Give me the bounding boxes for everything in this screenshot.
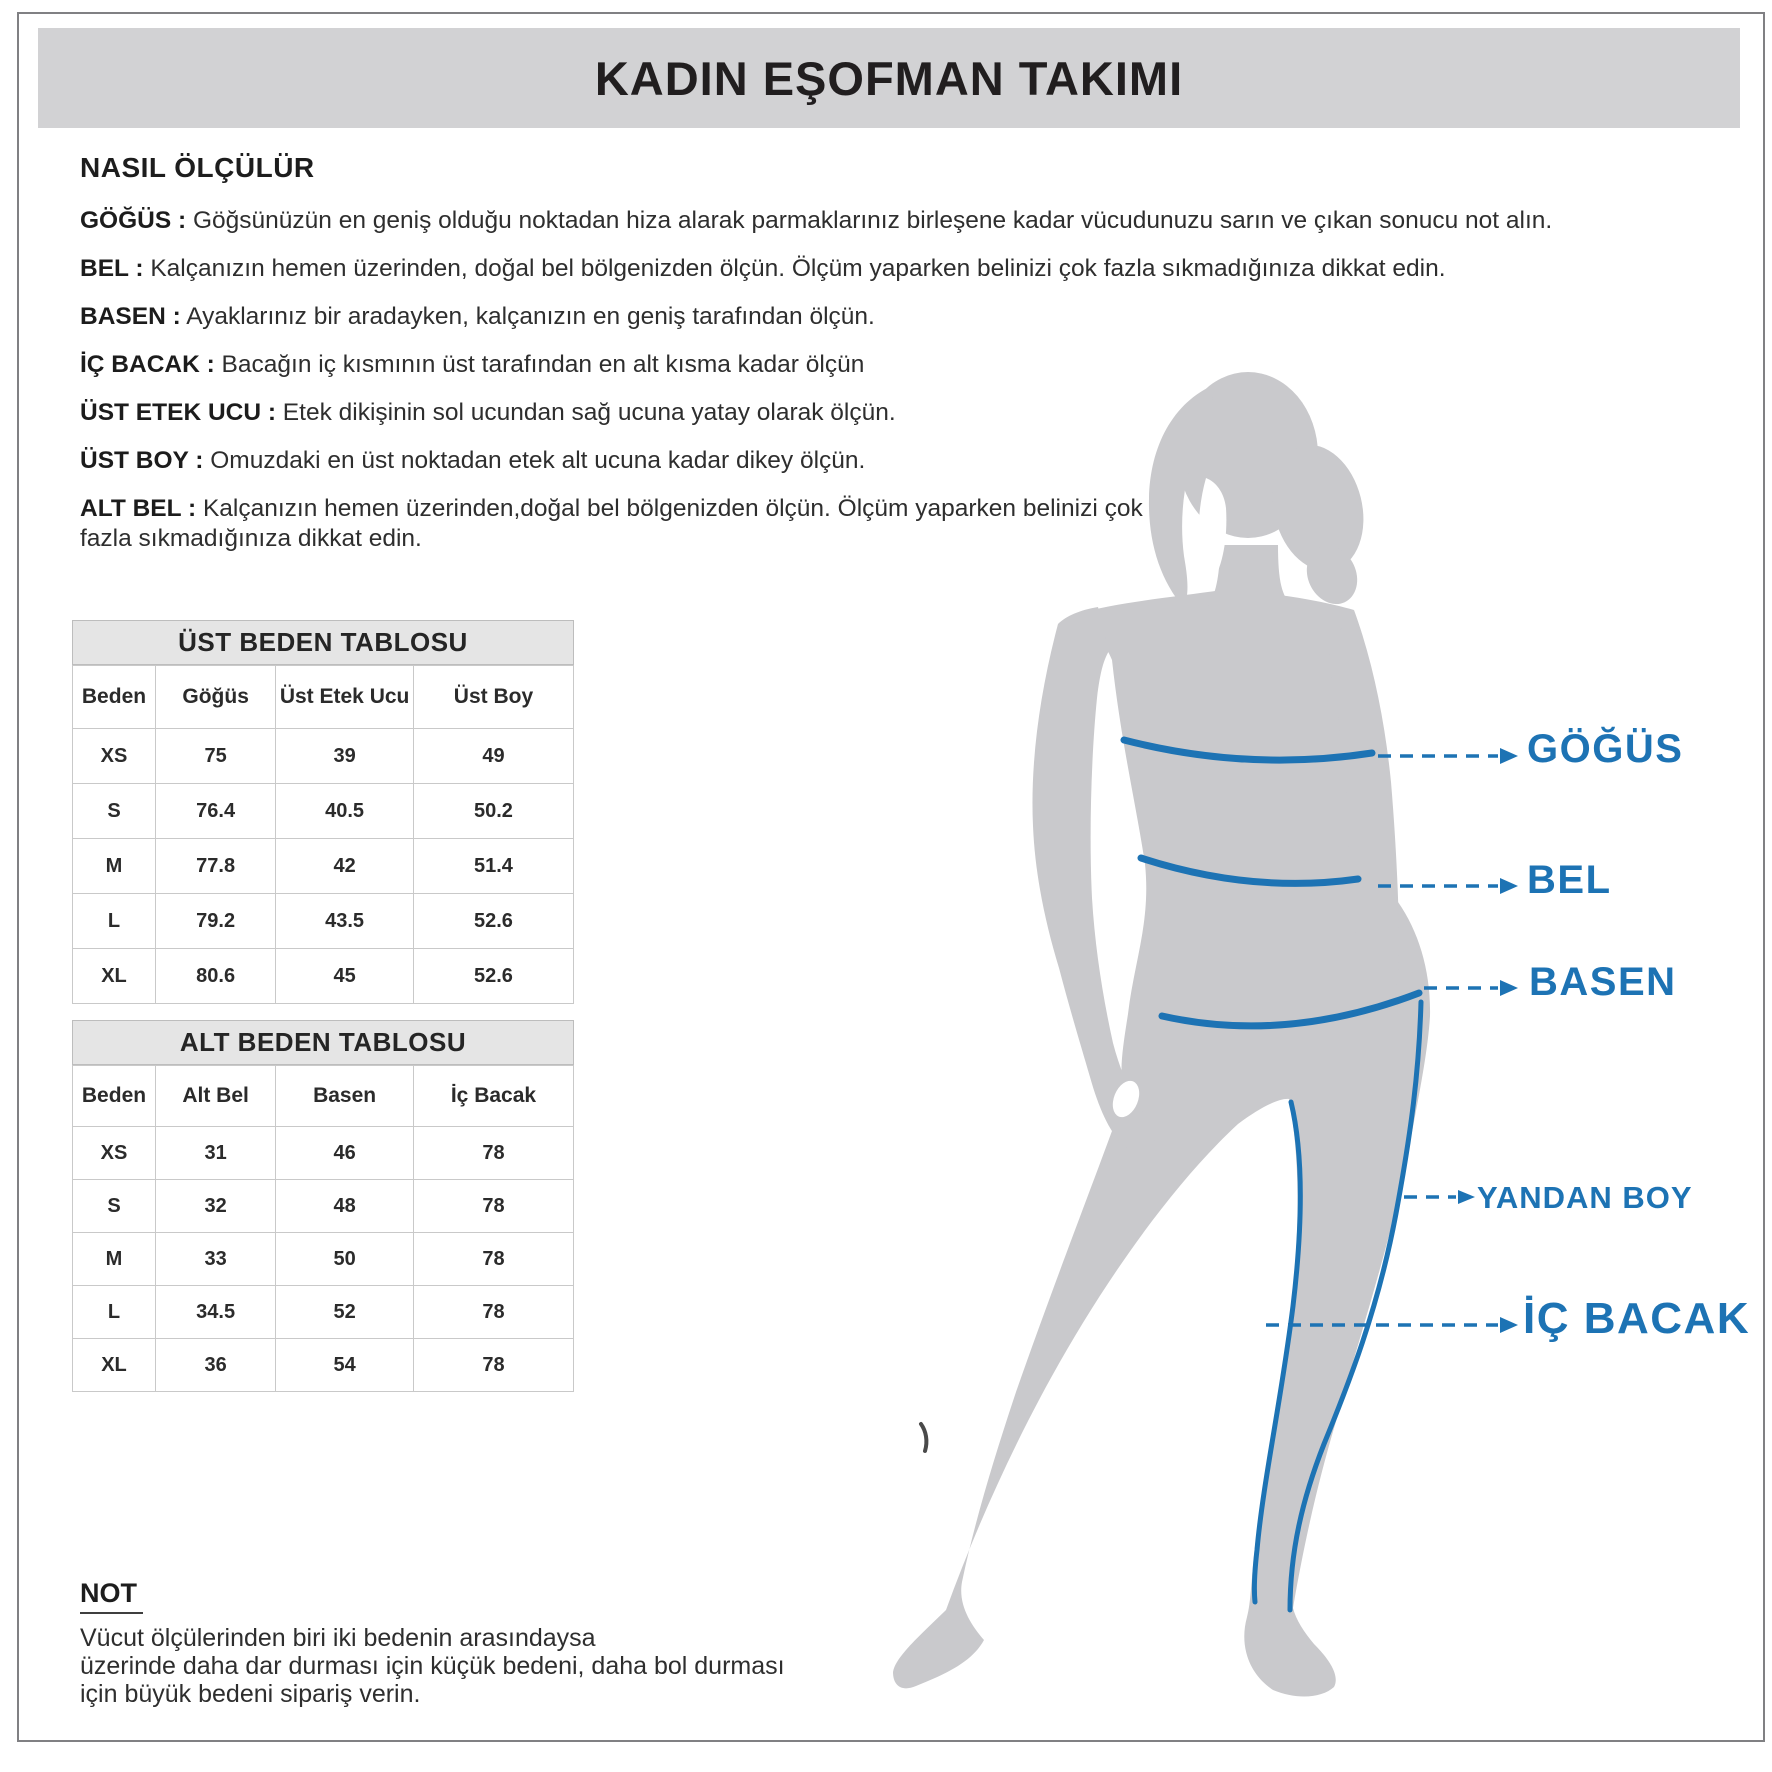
stray-tick-mark (921, 1424, 926, 1451)
page-title: KADIN EŞOFMAN TAKIMI (594, 51, 1184, 105)
table-cell: 49 (413, 729, 573, 784)
table-cell: 78 (413, 1180, 573, 1233)
note-line: için büyük bedeni sipariş verin. (80, 1680, 421, 1708)
table-cell: 80.6 (155, 949, 275, 1004)
table-cell: 52.6 (413, 894, 573, 949)
table-cell: M (73, 839, 156, 894)
body-silhouette-svg (880, 330, 1560, 1750)
measure-term: İÇ BACAK : (80, 351, 215, 378)
table-cell: XS (73, 1127, 156, 1180)
table-cell: 34.5 (155, 1286, 275, 1339)
table-cell: 78 (413, 1286, 573, 1339)
table-cell: 40.5 (276, 784, 414, 839)
table-header-row (73, 666, 574, 729)
side-length-arrow-icon (1458, 1190, 1475, 1204)
table-cell: 43.5 (276, 894, 414, 949)
table-cell: 52 (276, 1286, 414, 1339)
waist-callout-label: BEL (1527, 858, 1612, 902)
chest-arrow-icon (1500, 748, 1518, 764)
table-row (73, 1180, 574, 1233)
table-row (73, 729, 574, 784)
note-heading: NOT (80, 1578, 143, 1614)
column-header: Üst Etek Ucu (276, 666, 414, 729)
body-measurement-figure (880, 330, 1560, 1750)
upper-table-title: ÜST BEDEN TABLOSU (72, 620, 574, 665)
table-row (73, 839, 574, 894)
column-header: İç Bacak (413, 1066, 573, 1127)
column-header: Beden (73, 1066, 156, 1127)
table-cell: XL (73, 949, 156, 1004)
measure-definition (80, 254, 1748, 284)
table-row (73, 1233, 574, 1286)
measure-term: ÜST ETEK UCU : (80, 399, 276, 426)
table-cell: 75 (155, 729, 275, 784)
inseam-arrow-icon (1500, 1317, 1518, 1333)
table-cell: 32 (155, 1180, 275, 1233)
table-header-row (73, 1066, 574, 1127)
table-cell: 52.6 (413, 949, 573, 1004)
column-header: Beden (73, 666, 156, 729)
table-cell: 54 (276, 1339, 414, 1392)
measure-description: Ayaklarınız bir aradayken, kalçanızın en geniş tarafından ölçün. (180, 303, 875, 330)
note-line: Vücut ölçülerinden biri iki bedenin arasındaysa (80, 1624, 596, 1652)
table-cell: 78 (413, 1233, 573, 1286)
note-text (80, 1624, 980, 1708)
measure-description: Omuzdaki en üst noktadan etek alt ucuna kadar dikey ölçün. (203, 447, 866, 474)
table-cell: 76.4 (155, 784, 275, 839)
side-length-callout-label: YANDAN BOY (1477, 1180, 1693, 1215)
column-header: Üst Boy (413, 666, 573, 729)
measure-description: Kalçanızın hemen üzerinden,doğal bel bölgenizden ölçün. Ölçüm yaparken belinizi çok fazla sıkmadığınıza dikkat edin. (80, 495, 1143, 552)
lower-size-table (72, 1020, 574, 1392)
hip-arrow-icon (1500, 980, 1518, 996)
table-cell: 79.2 (155, 894, 275, 949)
table-cell: 77.8 (155, 839, 275, 894)
table-row (73, 1127, 574, 1180)
table-row (73, 949, 574, 1004)
table-cell: 78 (413, 1339, 573, 1392)
measure-term: BASEN : (80, 303, 181, 330)
measure-description: Etek dikişinin sol ucundan sağ ucuna yatay olarak ölçün. (276, 399, 896, 426)
page-title-banner (38, 28, 1740, 128)
table-cell: 39 (276, 729, 414, 784)
table-row (73, 894, 574, 949)
upper-size-table (72, 620, 574, 1004)
note-line: üzerinde daha dar durması için küçük bedeni, daha bol durması (80, 1652, 785, 1680)
measure-description: Bacağın iç kısmının üst tarafından en alt kısma kadar ölçün (214, 351, 865, 378)
measure-definition (80, 302, 1748, 332)
table-cell: 78 (413, 1127, 573, 1180)
table-cell: L (73, 1286, 156, 1339)
upper-table-grid (72, 665, 574, 1004)
how-to-measure-heading: NASIL ÖLÇÜLÜR (80, 152, 315, 183)
table-cell: 48 (276, 1180, 414, 1233)
hip-callout-label: BASEN (1529, 960, 1677, 1004)
column-header: Göğüs (155, 666, 275, 729)
measure-term: ÜST BOY : (80, 447, 204, 474)
table-cell: 42 (276, 839, 414, 894)
measure-term: GÖĞÜS : (80, 207, 187, 234)
table-cell: XL (73, 1339, 156, 1392)
table-cell: 50.2 (413, 784, 573, 839)
table-row (73, 784, 574, 839)
table-cell: L (73, 894, 156, 949)
table-cell: 36 (155, 1339, 275, 1392)
lower-table-title: ALT BEDEN TABLOSU (72, 1020, 574, 1065)
lower-table-grid (72, 1065, 574, 1392)
column-header: Alt Bel (155, 1066, 275, 1127)
measure-description: Göğsünüzün en geniş olduğu noktadan hiza alarak parmaklarınız birleşene kadar vücudunuzu sarın ve çıkan sonucu not alın. (186, 207, 1553, 234)
table-cell: 45 (276, 949, 414, 1004)
table-cell: 51.4 (413, 839, 573, 894)
chest-callout-label: GÖĞÜS (1527, 727, 1684, 771)
table-cell: 31 (155, 1127, 275, 1180)
table-cell: M (73, 1233, 156, 1286)
column-header: Basen (276, 1066, 414, 1127)
table-cell: S (73, 1180, 156, 1233)
table-row (73, 1286, 574, 1339)
measure-description: Kalçanızın hemen üzerinden, doğal bel bölgenizden ölçün. Ölçüm yaparken belinizi çok fazla sıkmadığınıza dikkat edin. (143, 255, 1446, 282)
note-section (80, 1578, 980, 1708)
measure-term: BEL : (80, 255, 144, 282)
measure-term: ALT BEL : (80, 495, 197, 522)
table-cell: 33 (155, 1233, 275, 1286)
inseam-callout-label: İÇ BACAK (1523, 1294, 1751, 1343)
table-cell: S (73, 784, 156, 839)
waist-arrow-icon (1500, 878, 1518, 894)
table-cell: 46 (276, 1127, 414, 1180)
table-cell: XS (73, 729, 156, 784)
table-cell: 50 (276, 1233, 414, 1286)
measure-definition (80, 206, 1748, 236)
table-row (73, 1339, 574, 1392)
